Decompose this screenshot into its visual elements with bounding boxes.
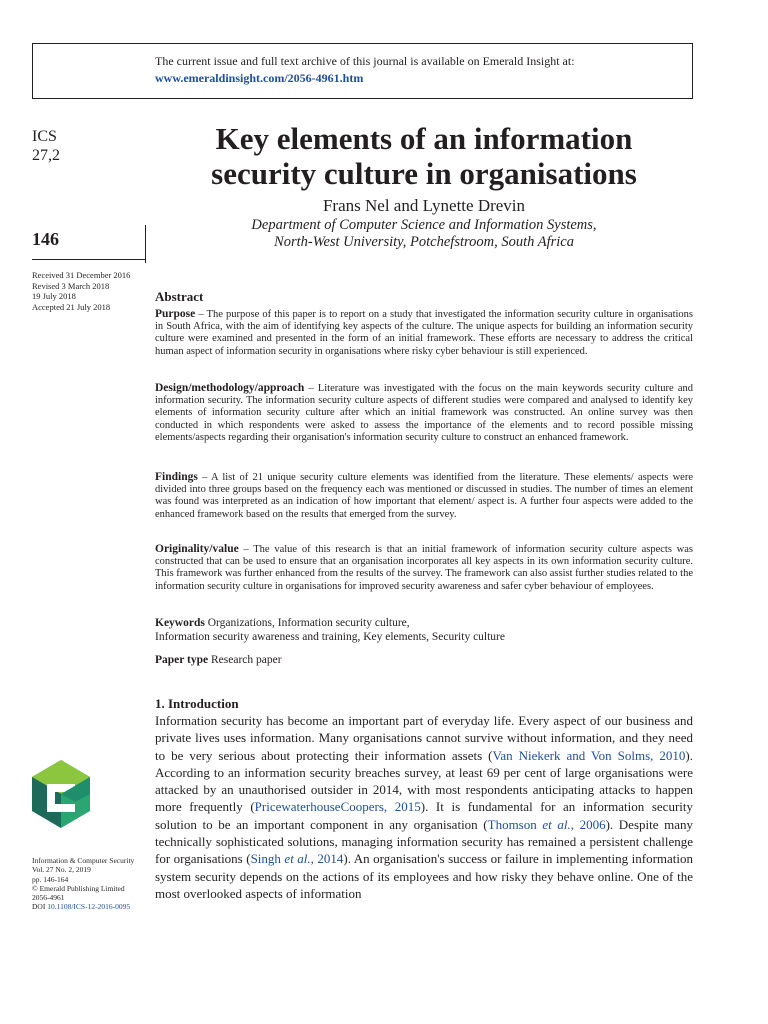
article-history bbox=[32, 270, 130, 312]
doi-link[interactable]: 10.1108/ICS-12-2016-0095 bbox=[47, 902, 131, 912]
paper-type-label: Paper type bbox=[155, 654, 209, 666]
footer-volume: Vol. 27 No. 2, 2019 bbox=[32, 865, 91, 875]
journal-banner bbox=[32, 43, 693, 99]
banner-url-link[interactable]: www.emeraldinsight.com/2056-4961.htm bbox=[155, 71, 364, 85]
keywords-line-1: Organizations, Information security culture, bbox=[207, 617, 410, 629]
findings-label: Findings bbox=[155, 471, 198, 483]
affiliation bbox=[155, 217, 693, 251]
originality-text: – The value of this research is that an initial framework of information security culture aspects was constructed that can be used to ensure that an organisation incorporates all key aspects in its own information security culture. This framework was further enhanced from the results of the survey. The framework can also assist further studies related to the information security culture in organisations for improved security awareness and safer cyber behaviour of employees. bbox=[155, 544, 693, 592]
paper-type bbox=[155, 653, 693, 667]
date-received: Received 31 December 2016 bbox=[32, 270, 131, 280]
abstract-heading: Abstract bbox=[155, 289, 204, 304]
doi-label: DOI bbox=[32, 902, 48, 912]
intro-text: ). According to an information security breaches survey, at least 69 per cent of large organisations were attacked by an unauthorised outsider in 2014, with most respondents anticipating attacks to happen more frequently ( bbox=[155, 747, 693, 815]
purpose-text: – The purpose of this paper is to report on a study that investigated the information security culture in organisations in South Africa, with the aim of identifying key aspects of the culture. The unique aspects for building an information security culture were examined and presented in the form of an initial framework. These efforts are necessary to address the critical human aspect of information security in organisations where risky cyber behaviour is still experienced. bbox=[155, 309, 693, 357]
horizontal-rule bbox=[32, 259, 146, 260]
date-revised-2: 19 July 2018 bbox=[32, 291, 76, 301]
affiliation-line-1: Department of Computer Science and Information Systems, bbox=[251, 217, 597, 233]
publication-info bbox=[32, 856, 134, 912]
footer-issn: 2056-4961 bbox=[32, 893, 65, 903]
design-text: – Literature was investigated with the focus on the main keywords security culture and information security. The information security culture aspects of different studies were compared and analysed to identify key elements of information security culture after which an initial framework was constructed. An online survey was then conducted in which respondents were asked to assess the importance of the elements and to record possible missing elements/aspects regarding their organisation's information security culture to construct an enhanced framework. bbox=[155, 383, 693, 443]
vertical-rule bbox=[145, 225, 146, 263]
citation-link[interactable]: PricewaterhouseCoopers, 2015 bbox=[254, 799, 421, 815]
authors: Frans Nel and Lynette Drevin bbox=[322, 196, 526, 215]
abstract-originality bbox=[155, 543, 693, 593]
volume-issue: 27,2 bbox=[32, 147, 60, 164]
abstract-design bbox=[155, 382, 693, 444]
intro-text: Information security has become an important part of everyday life. Every aspect of our business and private lives uses information. Many organisations cannot survive without information, and they need to be very serious about protecting their information assets ( bbox=[155, 713, 693, 763]
date-revised: Revised 3 March 2018 bbox=[32, 280, 110, 291]
findings-text: – A list of 21 unique security culture elements was identified from the literature. These elements/ aspects were divided into three groups based on the frequency each was mentioned or discussed in studies. The number of times an element was found was interpreted as an indication of how important that element/ aspect is. A further four aspects were added to the enhanced framework based on the results that emerged from the survey. bbox=[155, 472, 693, 520]
citation-link[interactable]: Thomson et al., 2006 bbox=[487, 816, 606, 832]
design-label: Design/methodology/approach bbox=[155, 382, 305, 394]
intro-text: ). It is fundamental for an information security solution to be an important component in any organisation ( bbox=[155, 799, 694, 832]
keywords-line-2: Information security awareness and training, Key elements, Security culture bbox=[155, 631, 505, 643]
keywords bbox=[155, 616, 693, 644]
purpose-label: Purpose bbox=[155, 308, 196, 320]
citation-link[interactable]: Van Niekerk and Von Solms, 2010 bbox=[492, 747, 686, 763]
citation-link[interactable]: Singh et al., 2014 bbox=[250, 851, 344, 867]
title-line-1: Key elements of an information bbox=[215, 121, 633, 156]
date-accepted: Accepted 21 July 2018 bbox=[32, 301, 111, 312]
journal-code bbox=[32, 127, 60, 165]
affiliation-line-2: North-West University, Potchefstroom, South Africa bbox=[274, 234, 574, 250]
intro-body bbox=[155, 712, 693, 902]
intro-text: ). Despite many technically sophisticated solutions, managing information security has remained a persistent challenge for organisations ( bbox=[155, 816, 693, 867]
intro-text: ). An organisation's success or failure in implementing information system security depends on the actions of its employees and how risky they behave online. One of the most overlooked aspects of information bbox=[155, 851, 694, 901]
footer-journal: Information & Computer Security bbox=[32, 856, 135, 865]
footer-pages: pp. 146-164 bbox=[32, 874, 69, 884]
emerald-logo-icon bbox=[30, 758, 92, 830]
footer-copyright: © Emerald Publishing Limited bbox=[32, 883, 125, 893]
banner-text: The current issue and full text archive of this journal is available on Emerald Insight at: bbox=[155, 54, 575, 68]
abstract-findings bbox=[155, 471, 693, 521]
title-line-2: security culture in organisations bbox=[211, 156, 637, 191]
keywords-label: Keywords bbox=[155, 617, 205, 629]
journal-code-text: ICS bbox=[32, 128, 57, 145]
abstract-purpose bbox=[155, 308, 693, 358]
paper-type-value: Research paper bbox=[211, 654, 282, 666]
originality-label: Originality/value bbox=[155, 543, 239, 555]
intro-heading: 1. Introduction bbox=[155, 696, 239, 711]
page-number: 146 bbox=[32, 229, 59, 249]
article-title bbox=[155, 121, 693, 191]
